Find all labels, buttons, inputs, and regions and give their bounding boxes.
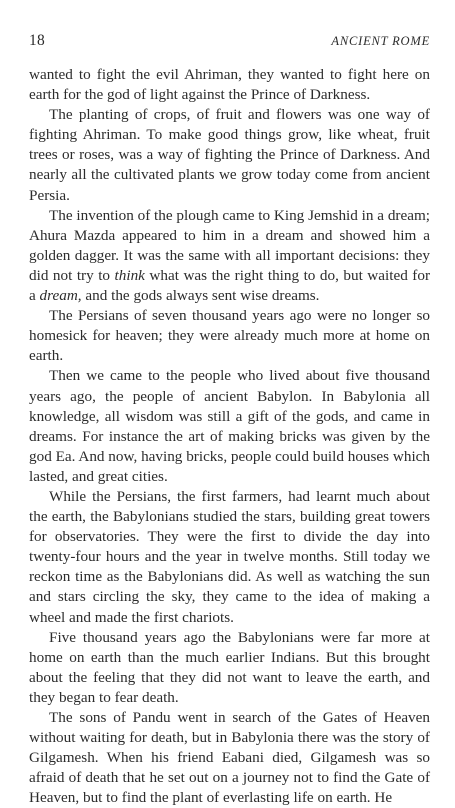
paragraph-7-text: Five thousand years ago the Babylonians were far more at home on earth than the much earlier Indians. But this brought about the feeling that they did not want to leave the earth, and they began to fear death.	[29, 628, 430, 706]
emphasis-think: think	[114, 266, 145, 284]
paragraph-4	[29, 306, 430, 366]
body-text	[29, 65, 430, 808]
paragraph-8	[29, 708, 430, 808]
page-header	[29, 32, 430, 52]
paragraph-1-text: wanted to fight the evil Ahriman, they wanted to fight here on earth for the god of light against the Prince of Darkness.	[29, 66, 430, 104]
paragraph-7	[29, 628, 430, 708]
book-page	[29, 0, 431, 807]
paragraph-5	[29, 366, 430, 487]
paragraph-6	[29, 487, 430, 628]
paragraph-8-text: The sons of Pandu went in search of the Gates of Heaven without waiting for death, but in Babylonia there was the story of Gilgamesh. When his friend Eabani died, Gilgamesh was so afraid of death that he set out on a journey not to find the Gate of Heaven, but to find the plant of everlasting life on earth. He	[29, 709, 430, 807]
paragraph-3-text-c: and the gods always sent wise dreams.	[81, 287, 320, 305]
paragraph-2	[29, 105, 430, 205]
paragraph-3	[29, 206, 430, 306]
paragraph-6-text: While the Persians, the first farmers, had learnt much about the earth, the Babylonians studied the stars, building great towers for observatories. They were the first to divide the day into twenty-four hours and the year in twelve months. Still today we reckon time as the Babylonians did. As well as watching the sun and stars circling the sky, they came to the idea of making a wheel and made the first chariots.	[29, 487, 430, 626]
paragraph-3-text-a: The invention of the plough came to King Jemshid in a dream; Ahura Mazda appeared to him in a dream and showed him a golden dagger. It was the same with all important decisions: they did not try to	[29, 206, 430, 284]
running-head: ANCIENT ROME	[331, 34, 430, 48]
paragraph-1	[29, 65, 430, 105]
page-number: 18	[29, 32, 46, 49]
paragraph-4-text: The Persians of seven thousand years ago were no longer so homesick for heaven; they were already much more at home on earth.	[29, 307, 430, 365]
paragraph-5-text: Then we came to the people who lived about five thousand years ago, the people of ancient Babylon. In Babylonia all knowledge, all wisdom was still a gift of the gods, and came in dreams. For instance the art of making bricks was given by the god Ea. And now, having bricks, people could build houses which lasted, and great cities.	[29, 367, 430, 485]
paragraph-2-text: The planting of crops, of fruit and flowers was one way of fighting Ahriman. To make good things grow, like wheat, fruit trees or roses, was a way of fighting the Prince of Darkness. And nearly all the cultivated plants we grow today come from ancient Persia.	[29, 106, 430, 204]
emphasis-dream: dream,	[39, 287, 82, 305]
paragraph-3-text-b: what was the right thing to do, but waited for a	[29, 266, 431, 305]
